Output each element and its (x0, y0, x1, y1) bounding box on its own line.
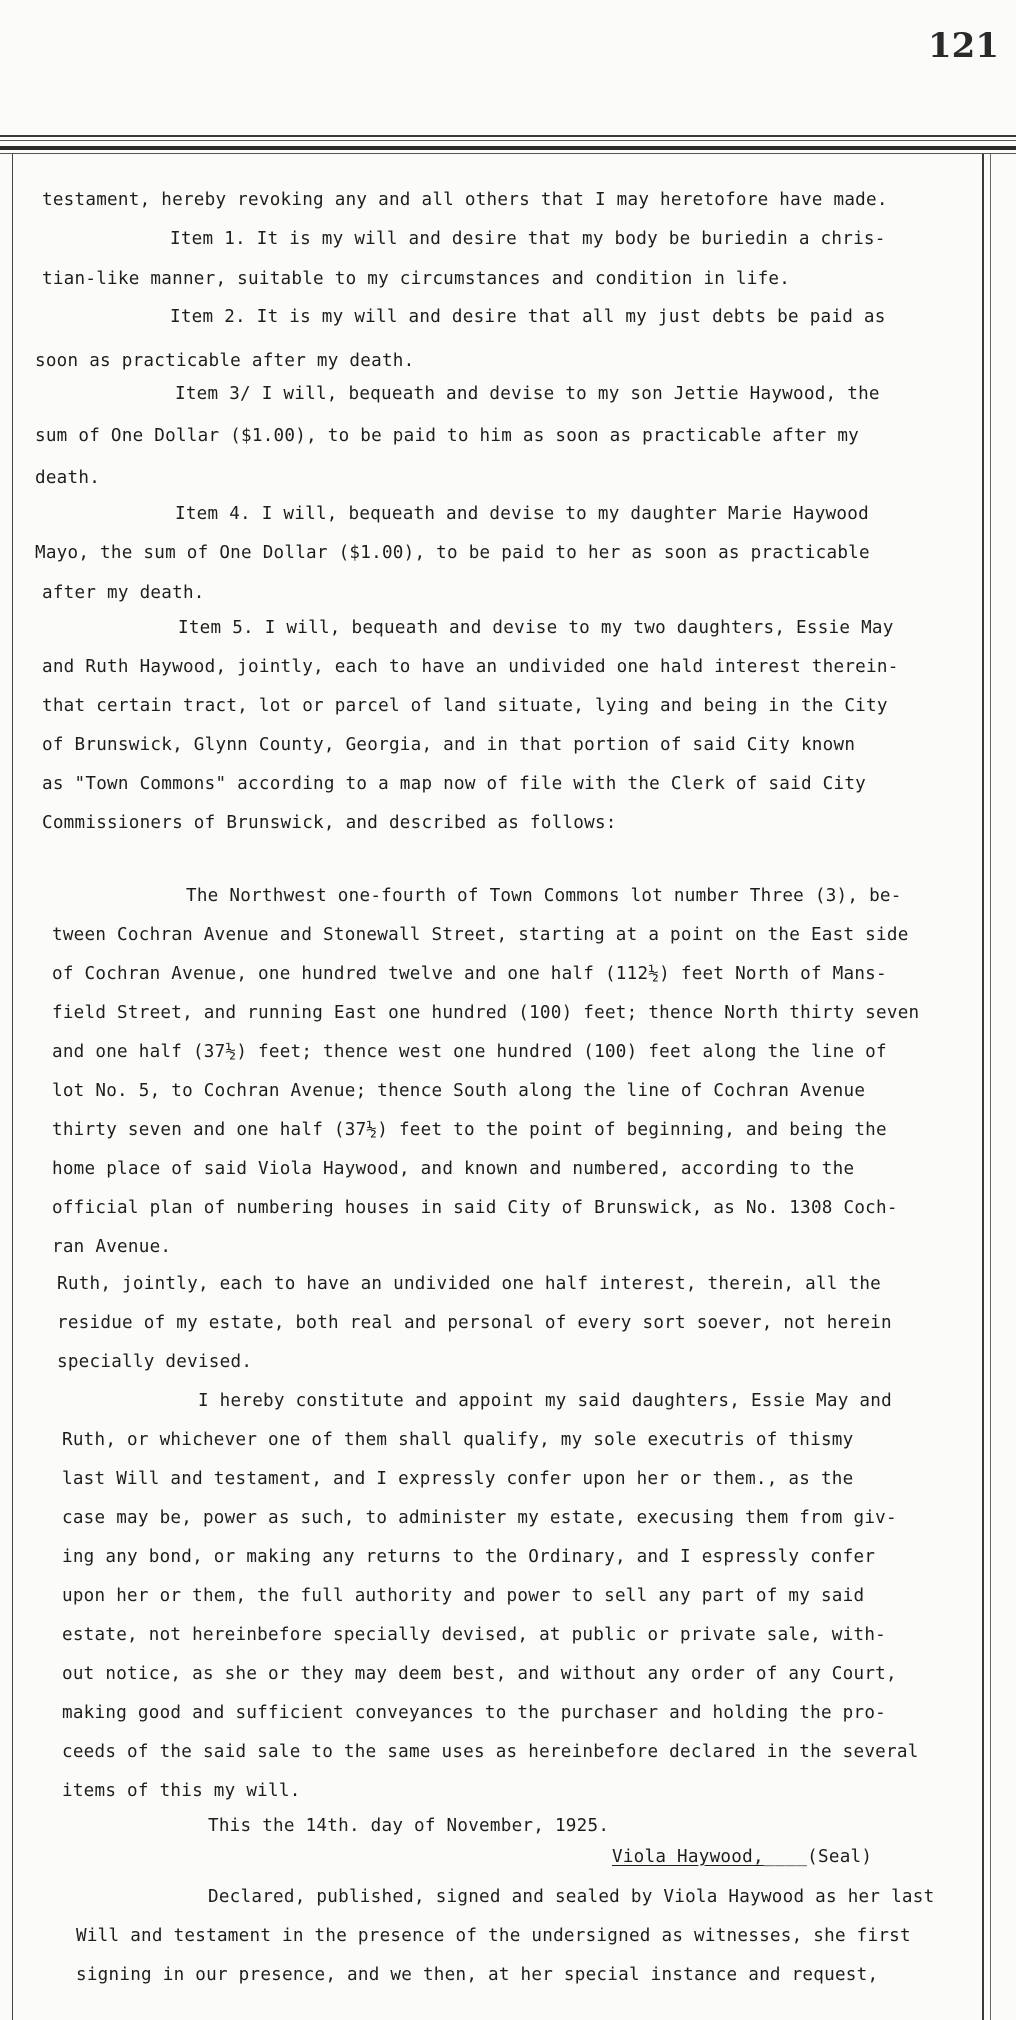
right-margin-line (990, 154, 991, 2020)
text-line: tian-like manner, suitable to my circumstances and condition in life. (42, 269, 791, 289)
text-line: and one half (37½) feet; thence west one hundred (100) feet along the line of (52, 1042, 887, 1062)
page-number: 121 (928, 26, 999, 66)
text-line: Ruth, or whichever one of them shall qualify, my sole executris of thismy (62, 1430, 854, 1450)
text-line: Item 4. I will, bequeath and devise to my daughter Marie Haywood (175, 504, 869, 524)
text-line: signing in our presence, and we then, at her special instance and request, (76, 1965, 879, 1985)
text-line: Mayo, the sum of One Dollar ($1.00), to be paid to her as soon as practicable (35, 543, 870, 563)
text-line: Item 5. I will, bequeath and devise to my two daughters, Essie May (178, 618, 894, 638)
text-line: residue of my estate, both real and personal of every sort soever, not herein (57, 1313, 892, 1333)
text-line: specially devised. (57, 1352, 253, 1372)
text-line: soon as practicable after my death. (35, 351, 415, 371)
text-line: that certain tract, lot or parcel of land situate, lying and being in the City (42, 696, 888, 716)
signature-line: Viola Haywood,____(Seal) (612, 1847, 873, 1867)
text-line: tween Cochran Avenue and Stonewall Street, starting at a point on the East side (52, 925, 909, 945)
text-line: Ruth, jointly, each to have an undivided one half interest, therein, all the (57, 1274, 882, 1294)
text-line: after my death. (42, 583, 205, 603)
text-line: making good and sufficient conveyances to the purchaser and holding the pro- (62, 1703, 887, 1723)
seal-label: (Seal) (807, 1847, 873, 1867)
text-line: last Will and testament, and I expressly confer upon her or them., as the (62, 1469, 854, 1489)
text-line: sum of One Dollar ($1.00), to be paid to him as soon as practicable after my (35, 426, 860, 446)
text-line: Item 2. It is my will and desire that all my just debts be paid as (170, 307, 886, 327)
text-line: home place of said Viola Haywood, and known and numbered, according to the (52, 1159, 855, 1179)
text-line: official plan of numbering houses in said City of Brunswick, as No. 1308 Coch- (52, 1198, 898, 1218)
text-line: lot No. 5, to Cochran Avenue; thence South along the line of Cochran Avenue (52, 1081, 866, 1101)
signature-name: Viola Haywood, (612, 1847, 764, 1867)
text-line: Commissioners of Brunswick, and described as follows: (42, 813, 617, 833)
text-line: estate, not hereinbefore specially devised, at public or private sale, with- (62, 1625, 887, 1645)
text-line: Item 3/ I will, bequeath and devise to my son Jettie Haywood, the (175, 384, 880, 404)
header-rule (0, 135, 1016, 137)
text-line: field Street, and running East one hundred (100) feet; thence North thirty seven (52, 1003, 920, 1023)
text-line: and Ruth Haywood, jointly, each to have an undivided one hald interest therein- (42, 657, 899, 677)
text-line: of Brunswick, Glynn County, Georgia, and in that portion of said City known (42, 735, 856, 755)
header-rule (0, 146, 1016, 150)
header-rule (0, 153, 1016, 154)
text-line: ceeds of the said sale to the same uses as hereinbefore declared in the several (62, 1742, 919, 1762)
text-line: The Northwest one-fourth of Town Commons lot number Three (3), be- (186, 886, 902, 906)
text-line: ran Avenue. (52, 1237, 172, 1257)
text-line: of Cochran Avenue, one hundred twelve and one half (112½) feet North of Mans- (52, 964, 887, 984)
text-line: Will and testament in the presence of the undersigned as witnesses, she first (76, 1926, 911, 1946)
text-line: testament, hereby revoking any and all others that I may heretofore have made. (42, 190, 888, 210)
text-line: thirty seven and one half (37½) feet to the point of beginning, and being the (52, 1120, 887, 1140)
text-line: as "Town Commons" according to a map now of file with the Clerk of said City (42, 774, 867, 794)
right-margin-line (982, 154, 984, 2020)
text-line: case may be, power as such, to administer my estate, execusing them from giv- (62, 1508, 897, 1528)
header-rule (0, 140, 1016, 141)
left-margin-line (12, 154, 13, 2020)
text-line: Declared, published, signed and sealed by Viola Haywood as her last (208, 1887, 935, 1907)
text-line: ing any bond, or making any returns to the Ordinary, and I espressly confer (62, 1547, 876, 1567)
text-line: out notice, as she or they may deem best, and without any order of any Court, (62, 1664, 897, 1684)
text-line: items of this my will. (62, 1781, 301, 1801)
text-line: I hereby constitute and appoint my said daughters, Essie May and (198, 1391, 892, 1411)
text-line: death. (35, 468, 101, 488)
text-line: This the 14th. day of November, 1925. (208, 1816, 610, 1836)
text-line: upon her or them, the full authority and power to sell any part of my said (62, 1586, 865, 1606)
text-line: Item 1. It is my will and desire that my body be buriedin a chris- (170, 229, 886, 249)
